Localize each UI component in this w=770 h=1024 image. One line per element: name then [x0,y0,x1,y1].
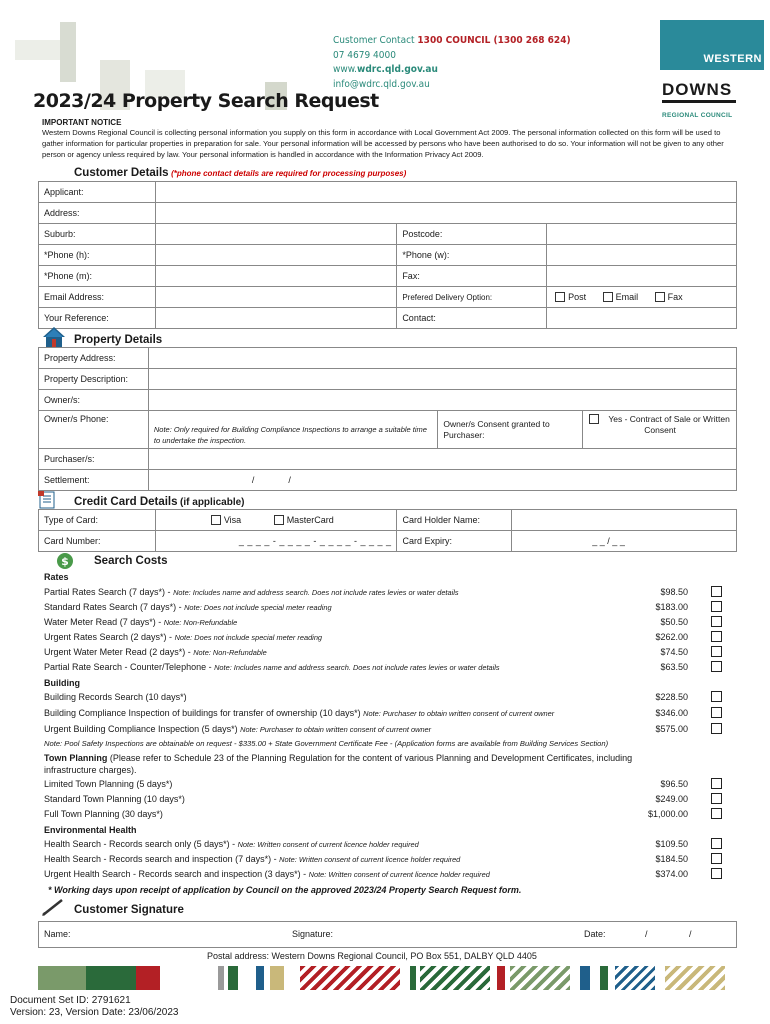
card-expiry-field[interactable]: _ _ / _ _ [512,531,737,552]
cost-item-name: Urgent Water Meter Read (2 days*) - [44,647,194,657]
consent-checkbox[interactable] [589,414,599,424]
credit-card-heading: Credit Card Details (if applicable) [74,496,245,508]
privacy-notice: Western Downs Regional Council is collecting personal information you supply on this form in accordance with Local Government Act 2009. The personal information collected on this form will be used to gather information for particular properties in preparation for sale. Your personal information will be accessed by persons who have been authorised to do so. Your information will not be given to any other person or agency unless required by law. Your personal information is handled in accordance with the Information Privacy Act 2009. [42,128,724,159]
cost-item-note: Note: Written consent of current licence holder required [308,870,490,879]
cost-item-name: Limited Town Planning (5 days*) [44,779,173,789]
pool-note: Note: Pool Safety Inspections are obtainable on request - $335.00 + State Government Certificate Fee - (Application forms are available from Building Services Section) [44,739,609,748]
purchasers-label: Purchaser/s: [39,449,149,470]
settlement-field[interactable]: / / [148,470,736,491]
property-description-label: Property Description: [39,369,149,390]
header-decoration [0,20,340,100]
cost-item-checkbox[interactable] [711,601,722,612]
cost-item-checkbox[interactable] [711,616,722,627]
cost-item-note: Note: Purchaser to obtain written consent of current owner [240,725,432,734]
phone-h-label: *Phone (h): [39,245,156,266]
cost-row [44,690,724,704]
cost-item-name: Partial Rate Search - Counter/Telephone - [44,662,215,672]
cost-item-checkbox[interactable] [711,723,722,734]
cost-item-price: $96.50 [660,779,688,789]
cost-row [44,660,724,674]
cost-item-price: $63.50 [660,662,688,672]
building-heading: Building [44,678,80,688]
postcode-label: Postcode: [397,224,547,245]
cost-item-name: Urgent Building Compliance Inspection (5 days*) [44,724,241,734]
working-days-note: * Working days upon receipt of application by Council on the approved 2023/24 Property Search Request form. [48,885,522,895]
search-costs-heading: Search Costs [94,555,168,567]
cost-item-price: $74.50 [660,647,688,657]
cost-item-name: Water Meter Read (7 days*) - [44,617,164,627]
card-holder-label: Card Holder Name: [397,510,512,531]
card-type-options: Visa MasterCard [155,510,397,531]
council-logo: WESTERN DOWNS REGIONAL COUNCIL [660,20,764,120]
cost-item-name: Health Search - Records search only (5 days*) - [44,839,238,849]
cost-row [44,807,724,821]
cost-row [44,600,724,614]
rates-heading: Rates [44,572,69,582]
card-number-field[interactable]: _ _ _ _ - _ _ _ _ - _ _ _ _ - _ _ _ _ [155,531,397,552]
settlement-label: Settlement: [39,470,149,491]
cost-item-price: $109.50 [655,839,688,849]
fax-checkbox[interactable] [655,292,665,302]
cost-item-note: Note: Includes name and address search. Does not include rates levies or water details [173,588,459,597]
cost-item-price: $1,000.00 [647,809,688,819]
cost-item-name: Building Records Search (10 days*) [44,692,187,702]
cost-item-price: $262.00 [655,632,688,642]
cost-item-checkbox[interactable] [711,808,722,819]
applicant-label: Applicant: [39,182,156,203]
cost-row [44,706,724,720]
owners-field[interactable] [148,390,736,411]
card-type-label: Type of Card: [39,510,156,531]
cost-item-name: Urgent Rates Search (2 days*) - [44,632,175,642]
cost-item-price: $184.50 [655,854,688,864]
page-title: 2023/24 Property Search Request [33,90,379,112]
delivery-label: Prefered Delivery Option: [397,287,547,308]
customer-signature-heading: Customer Signature [74,904,184,916]
cost-row [44,585,724,599]
email-address: info@wdrc.qld.gov.au [333,78,430,90]
card-holder-field[interactable] [512,510,737,531]
property-description-field[interactable] [148,369,736,390]
house-icon [42,326,66,348]
reference-field[interactable] [155,308,396,329]
visa-checkbox[interactable] [211,515,221,525]
cost-item-note: Note: Written consent of current licence holder required [237,840,419,849]
cost-item-name: Full Town Planning (30 days*) [44,809,163,819]
cost-item-name: Partial Rates Search (7 days*) - [44,587,174,597]
contact-label: Contact: [397,308,547,329]
cost-item-checkbox[interactable] [711,661,722,672]
cost-item-price: $228.50 [655,692,688,702]
consent-label: Owner/s Consent granted to Purchaser: [438,411,583,449]
cost-item-note: Note: Does not include special meter reading [184,603,332,612]
environmental-health-heading: Environmental Health [44,825,137,835]
cost-row [44,792,724,806]
phone-w-label: *Phone (w): [397,245,547,266]
cost-item-price: $249.00 [655,794,688,804]
signature-row[interactable]: Name: Signature: Date: / / [39,922,737,948]
cost-row [44,837,724,851]
footer-decoration [0,966,770,990]
cost-row [44,867,724,881]
cost-item-note: Note: Includes name and address search. Does not include rates levies or water details [214,663,500,672]
property-address-field[interactable] [148,348,736,369]
svg-text:$: $ [61,555,69,568]
cost-item-name: Standard Town Planning (10 days*) [44,794,185,804]
cost-item-note: Note: Purchaser to obtain written consent of current owner [363,709,555,718]
suburb-label: Suburb: [39,224,156,245]
phone-h-field[interactable] [155,245,396,266]
cost-item-name: Building Compliance Inspection of buildings for transfer of ownership (10 days*) [44,708,364,718]
email-label: Email Address: [39,287,156,308]
customer-details-table [38,181,737,329]
document-set-id: Document Set ID: 2791621 [10,995,131,1006]
owners-phone-field[interactable]: Note: Only required for Building Compliance Inspections to arrange a suitable time to undertake the inspection. [148,411,438,449]
postal-address: Postal address: Western Downs Regional Council, PO Box 551, DALBY QLD 4405 [207,951,537,961]
card-icon [38,490,58,510]
address-field[interactable] [155,203,736,224]
cost-item-checkbox[interactable] [711,853,722,864]
cost-row [44,777,724,791]
cost-row [44,615,724,629]
property-details-table [38,347,737,491]
cost-item-note: Note: Non-Refundable [163,618,238,627]
cost-item-checkbox[interactable] [711,868,722,879]
phone-m-field[interactable] [155,266,396,287]
document-info [10,995,178,1019]
customer-details-heading: Customer Details (*phone contact details are required for processing purposes) [74,167,407,179]
cost-item-checkbox[interactable] [711,691,722,702]
cost-item-note: Note: Does not include special meter reading [174,633,323,642]
cost-item-note: Note: Written consent of current licence holder required [279,855,461,864]
cost-item-price: $346.00 [655,708,688,718]
post-checkbox[interactable] [555,292,565,302]
notice-heading: IMPORTANT NOTICE [42,118,122,127]
cost-item-price: $374.00 [655,869,688,879]
cost-row [44,722,724,736]
dollar-icon [56,552,74,570]
cost-item-price: $183.00 [655,602,688,612]
card-number-label: Card Number: [39,531,156,552]
cost-item-price: $98.50 [660,587,688,597]
signature-table [38,921,737,948]
phone-m-label: *Phone (m): [39,266,156,287]
reference-label: Your Reference: [39,308,156,329]
cost-item-note: Note: Non-Refundable [193,648,267,657]
mastercard-checkbox[interactable] [274,515,284,525]
contact-block: Customer Contact 1300 COUNCIL (1300 268 624) 07 4679 4000 www.wdrc.qld.gov.au info@wdrc.qld.gov.au [333,34,571,92]
phone-number: 07 4679 4000 [333,49,396,61]
cost-item-name: Urgent Health Search - Records search and inspection (3 days*) - [44,869,309,879]
fax-label: Fax: [397,266,547,287]
phone-w-field[interactable] [547,245,737,266]
contact-field[interactable] [547,308,737,329]
owners-label: Owner/s: [39,390,149,411]
suburb-field[interactable] [155,224,396,245]
applicant-field[interactable] [155,182,736,203]
property-address-label: Property Address: [39,348,149,369]
cost-item-price: $575.00 [655,724,688,734]
email-field[interactable] [155,287,396,308]
fax-field[interactable] [547,266,737,287]
cost-item-checkbox[interactable] [711,838,722,849]
cost-row [44,630,724,644]
cost-row [44,852,724,866]
cost-item-checkbox[interactable] [711,586,722,597]
email-checkbox[interactable] [603,292,613,302]
credit-card-table [38,509,737,552]
cost-item-checkbox[interactable] [711,646,722,657]
town-planning-intro: Town Planning (Please refer to Schedule 23 of the Planning Regulation for the content of various Planning and Development Certificates, including infrastructure charges). [44,753,633,775]
cost-item-checkbox[interactable] [711,793,722,804]
cost-item-name: Health Search - Records search and inspection (7 days*) - [44,854,280,864]
cost-item-checkbox[interactable] [711,707,722,718]
cost-item-checkbox[interactable] [711,778,722,789]
version-info: Version: 23, Version Date: 23/06/2023 [10,1007,179,1018]
consent-option: Yes - Contract of Sale or Written Consent [583,411,737,449]
property-details-heading: Property Details [74,334,163,346]
cost-item-name: Standard Rates Search (7 days*) - [44,602,185,612]
delivery-options: Post Email Fax [547,287,737,308]
pen-icon [40,897,66,917]
cost-row [44,645,724,659]
owners-phone-label: Owner/s Phone: [39,411,149,449]
cost-item-checkbox[interactable] [711,631,722,642]
postcode-field[interactable] [547,224,737,245]
cost-item-price: $50.50 [660,617,688,627]
purchasers-field[interactable] [148,449,736,470]
address-label: Address: [39,203,156,224]
card-expiry-label: Card Expiry: [397,531,512,552]
